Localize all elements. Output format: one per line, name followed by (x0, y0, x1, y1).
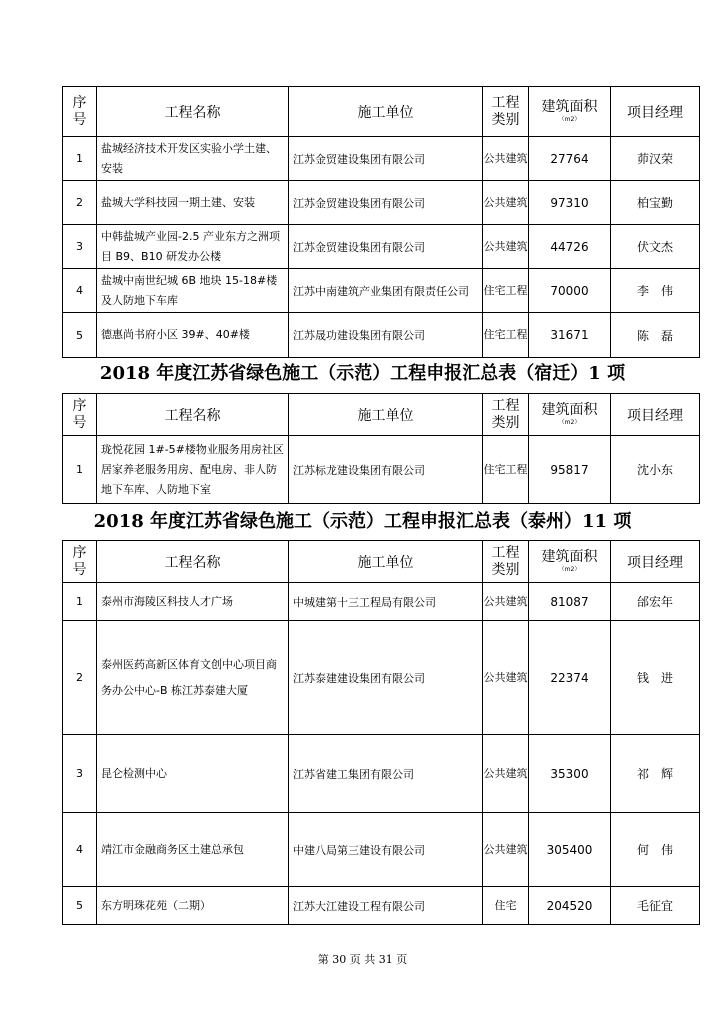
table-row (63, 181, 700, 225)
row-name: 昆仑检测中心 (97, 735, 289, 813)
row-manager: 柏宝勤 (611, 181, 700, 225)
row-unit: 中建八局第三建设有限公司 (289, 813, 483, 887)
row-unit: 中城建第十三工程局有限公司 (289, 583, 483, 621)
table-header-row (63, 87, 700, 137)
header-area: 建筑面积 （m2） (529, 541, 611, 583)
row-area: 35300 (529, 735, 611, 813)
row-no: 3 (63, 225, 97, 269)
row-unit: 江苏金贸建设集团有限公司 (289, 137, 483, 181)
row-category: 公共建筑 (483, 225, 529, 269)
header-area: 建筑面积 （m2） (529, 87, 611, 137)
header-area: 建筑面积 （m2） (529, 394, 611, 436)
row-manager: 祁 辉 (611, 735, 700, 813)
row-no: 4 (63, 813, 97, 887)
row-category: 住宅工程 (483, 269, 529, 313)
header-manager: 项目经理 (611, 541, 700, 583)
row-area: 22374 (529, 621, 611, 735)
table-row (63, 313, 700, 358)
row-manager: 邰宏年 (611, 583, 700, 621)
row-manager: 何 伟 (611, 813, 700, 887)
row-name: 泰州市海陵区科技人才广场 (97, 583, 289, 621)
table-row (63, 583, 700, 621)
header-category: 工程 类别 (483, 394, 529, 436)
row-unit: 江苏中南建筑产业集团有限责任公司 (289, 269, 483, 313)
header-category: 工程 类别 (483, 87, 529, 137)
row-no: 1 (63, 137, 97, 181)
header-no: 序 号 (63, 87, 97, 137)
row-manager: 陈 磊 (611, 313, 700, 358)
row-no: 2 (63, 181, 97, 225)
header-name: 工程名称 (97, 541, 289, 583)
header-name: 工程名称 (97, 394, 289, 436)
row-category: 住宅工程 (483, 436, 529, 504)
row-name: 东方明珠花苑（二期） (97, 887, 289, 925)
row-no: 1 (63, 583, 97, 621)
page-footer: 第 30 页 共 31 页 (317, 953, 408, 966)
row-area: 204520 (529, 887, 611, 925)
row-name: 盐城经济技术开发区实验小学土建、安装 (97, 137, 289, 181)
suqian-table (62, 393, 700, 504)
row-name: 盐城中南世纪城 6B 地块 15-18#楼及人防地下车库 (97, 269, 289, 313)
table-header-row (63, 541, 700, 583)
row-name: 盐城大学科技园一期土建、安装 (97, 181, 289, 225)
taizhou-table (62, 540, 700, 925)
row-category: 公共建筑 (483, 137, 529, 181)
row-area: 27764 (529, 137, 611, 181)
header-name: 工程名称 (97, 87, 289, 137)
header-unit: 施工单位 (289, 541, 483, 583)
yancheng-table (62, 86, 700, 358)
row-name: 泰州医药高新区体育文创中心项目商务办公中心-B 栋江苏泰建大厦 (97, 621, 289, 735)
row-category: 公共建筑 (483, 583, 529, 621)
row-name: 德惠尚书府小区 39#、40#楼 (97, 313, 289, 358)
table-row (63, 813, 700, 887)
table-row (63, 269, 700, 313)
row-name: 靖江市金融商务区土建总承包 (97, 813, 289, 887)
table-row (63, 887, 700, 925)
row-name: 中韩盐城产业园-2.5 产业东方之洲项目 B9、B10 研发办公楼 (97, 225, 289, 269)
row-unit: 江苏金贸建设集团有限公司 (289, 181, 483, 225)
row-area: 44726 (529, 225, 611, 269)
section-title-suqian: 2018 年度江苏省绿色施工（示范）工程申报汇总表（宿迁）1 项 (99, 363, 626, 384)
row-area: 97310 (529, 181, 611, 225)
row-area: 305400 (529, 813, 611, 887)
row-manager: 伏文杰 (611, 225, 700, 269)
row-unit: 江苏省建工集团有限公司 (289, 735, 483, 813)
header-no: 序 号 (63, 541, 97, 583)
row-category: 公共建筑 (483, 813, 529, 887)
row-unit: 江苏泰建建设集团有限公司 (289, 621, 483, 735)
row-area: 70000 (529, 269, 611, 313)
table-row (63, 436, 700, 504)
row-manager: 钱 进 (611, 621, 700, 735)
table-row (63, 137, 700, 181)
header-manager: 项目经理 (611, 394, 700, 436)
row-unit: 江苏金贸建设集团有限公司 (289, 225, 483, 269)
row-unit: 江苏晟功建设集团有限公司 (289, 313, 483, 358)
row-no: 5 (63, 887, 97, 925)
row-no: 2 (63, 621, 97, 735)
row-no: 4 (63, 269, 97, 313)
row-manager: 沈小东 (611, 436, 700, 504)
row-unit: 江苏标龙建设集团有限公司 (289, 436, 483, 504)
row-area: 81087 (529, 583, 611, 621)
table-row (63, 621, 700, 735)
table-row (63, 225, 700, 269)
row-no: 3 (63, 735, 97, 813)
header-category: 工程 类别 (483, 541, 529, 583)
row-category: 公共建筑 (483, 735, 529, 813)
row-manager: 李 伟 (611, 269, 700, 313)
table-header-row (63, 394, 700, 436)
table-row (63, 735, 700, 813)
header-no: 序 号 (63, 394, 97, 436)
row-manager: 毛征宜 (611, 887, 700, 925)
row-area: 31671 (529, 313, 611, 358)
row-area: 95817 (529, 436, 611, 504)
header-manager: 项目经理 (611, 87, 700, 137)
row-name: 珑悦花园 1#-5#楼物业服务用房社区居家养老服务用房、配电房、非人防地下车库、人防地下室 (97, 436, 289, 504)
header-unit: 施工单位 (289, 394, 483, 436)
row-manager: 茆汉荣 (611, 137, 700, 181)
row-category: 公共建筑 (483, 181, 529, 225)
row-category: 住宅工程 (483, 313, 529, 358)
row-category: 公共建筑 (483, 621, 529, 735)
header-unit: 施工单位 (289, 87, 483, 137)
row-unit: 江苏大江建设工程有限公司 (289, 887, 483, 925)
section-title-taizhou: 2018 年度江苏省绿色施工（示范）工程申报汇总表（泰州）11 项 (93, 511, 632, 532)
row-no: 1 (63, 436, 97, 504)
row-no: 5 (63, 313, 97, 358)
row-category: 住宅 (483, 887, 529, 925)
